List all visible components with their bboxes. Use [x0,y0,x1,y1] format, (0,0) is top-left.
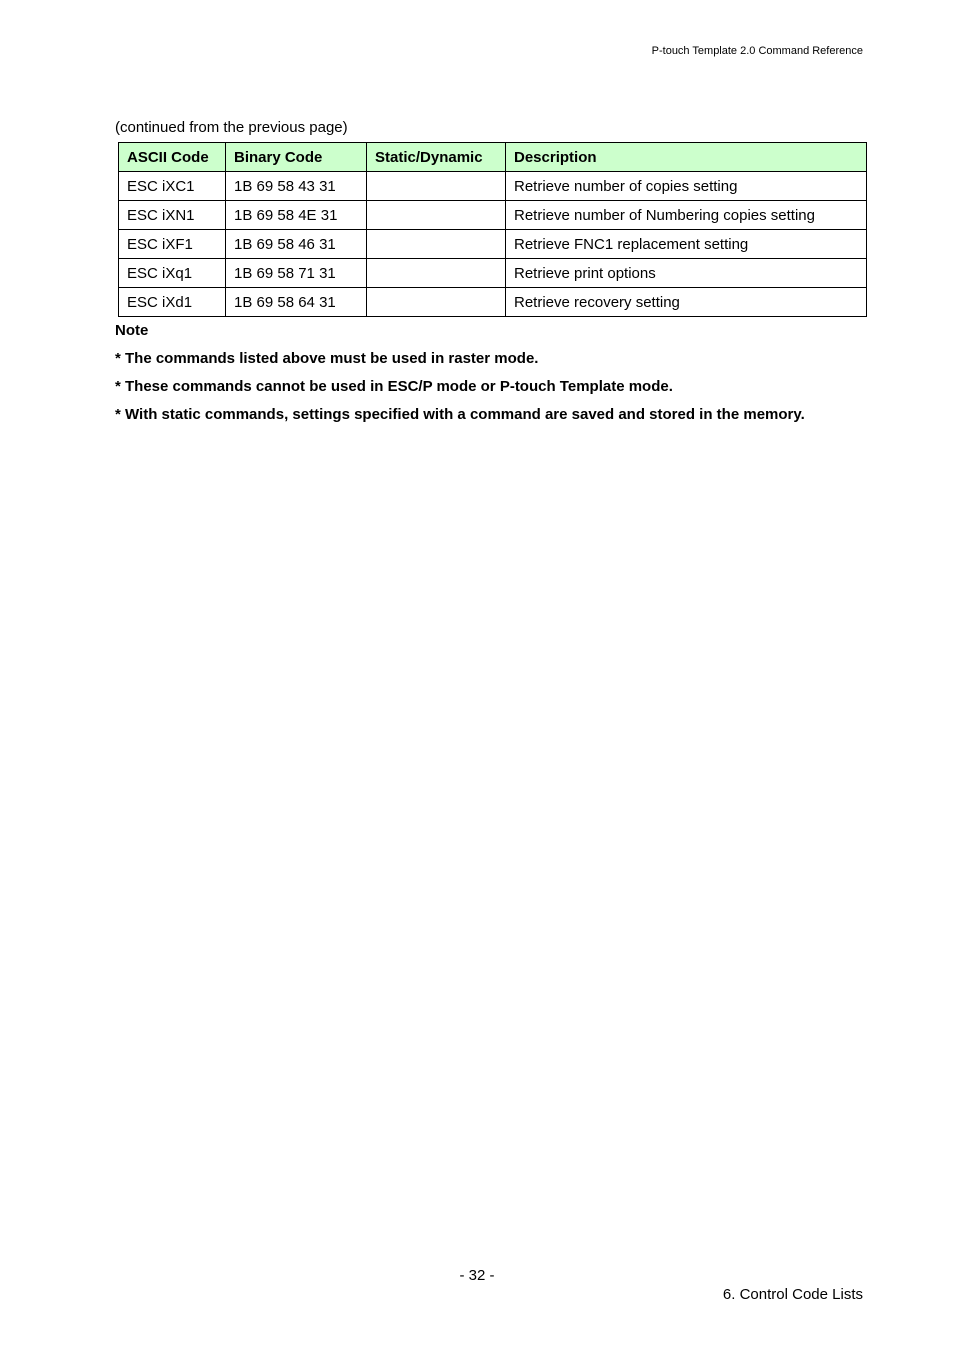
binary-code-cell: 1B 69 58 43 31 [226,172,367,201]
control-code-table [118,142,867,317]
description-cell: Retrieve FNC1 replacement setting [506,230,867,259]
footer-section-title: 6. Control Code Lists [722,1286,863,1303]
ascii-code-cell: ESC iXN1 [119,201,226,230]
table-header-row [119,143,867,172]
column-header-binary-code: Binary Code [226,143,367,172]
static-dynamic-cell [367,230,506,259]
note-item: * These commands cannot be used in ESC/P mode or P-touch Template mode. [115,378,673,395]
column-header-ascii-code: ASCII Code [119,143,226,172]
table-row [119,201,867,230]
table-row [119,172,867,201]
description-cell: Retrieve number of Numbering copies setting [506,201,867,230]
static-dynamic-cell [367,172,506,201]
notes-section [115,322,875,434]
column-header-description: Description [506,143,867,172]
continued-note: (continued from the previous page) [115,119,348,136]
notes-heading: Note [115,322,149,339]
column-header-static-dynamic: Static/Dynamic [367,143,506,172]
running-header: P-touch Template 2.0 Command Reference [651,45,863,57]
note-item: * With static commands, settings specified with a command are saved and stored in the memory. [115,406,805,423]
ascii-code-cell: ESC iXF1 [119,230,226,259]
ascii-code-cell: ESC iXq1 [119,259,226,288]
binary-code-cell: 1B 69 58 71 31 [226,259,367,288]
ascii-code-cell: ESC iXC1 [119,172,226,201]
binary-code-cell: 1B 69 58 46 31 [226,230,367,259]
table-row [119,230,867,259]
table-row [119,288,867,317]
description-cell: Retrieve print options [506,259,867,288]
static-dynamic-cell [367,259,506,288]
static-dynamic-cell [367,201,506,230]
description-cell: Retrieve number of copies setting [506,172,867,201]
binary-code-cell: 1B 69 58 4E 31 [226,201,367,230]
page-number: - 32 - [459,1267,495,1284]
binary-code-cell: 1B 69 58 64 31 [226,288,367,317]
description-cell: Retrieve recovery setting [506,288,867,317]
ascii-code-cell: ESC iXd1 [119,288,226,317]
note-item: * The commands listed above must be used in raster mode. [115,350,539,367]
table-row [119,259,867,288]
static-dynamic-cell [367,288,506,317]
